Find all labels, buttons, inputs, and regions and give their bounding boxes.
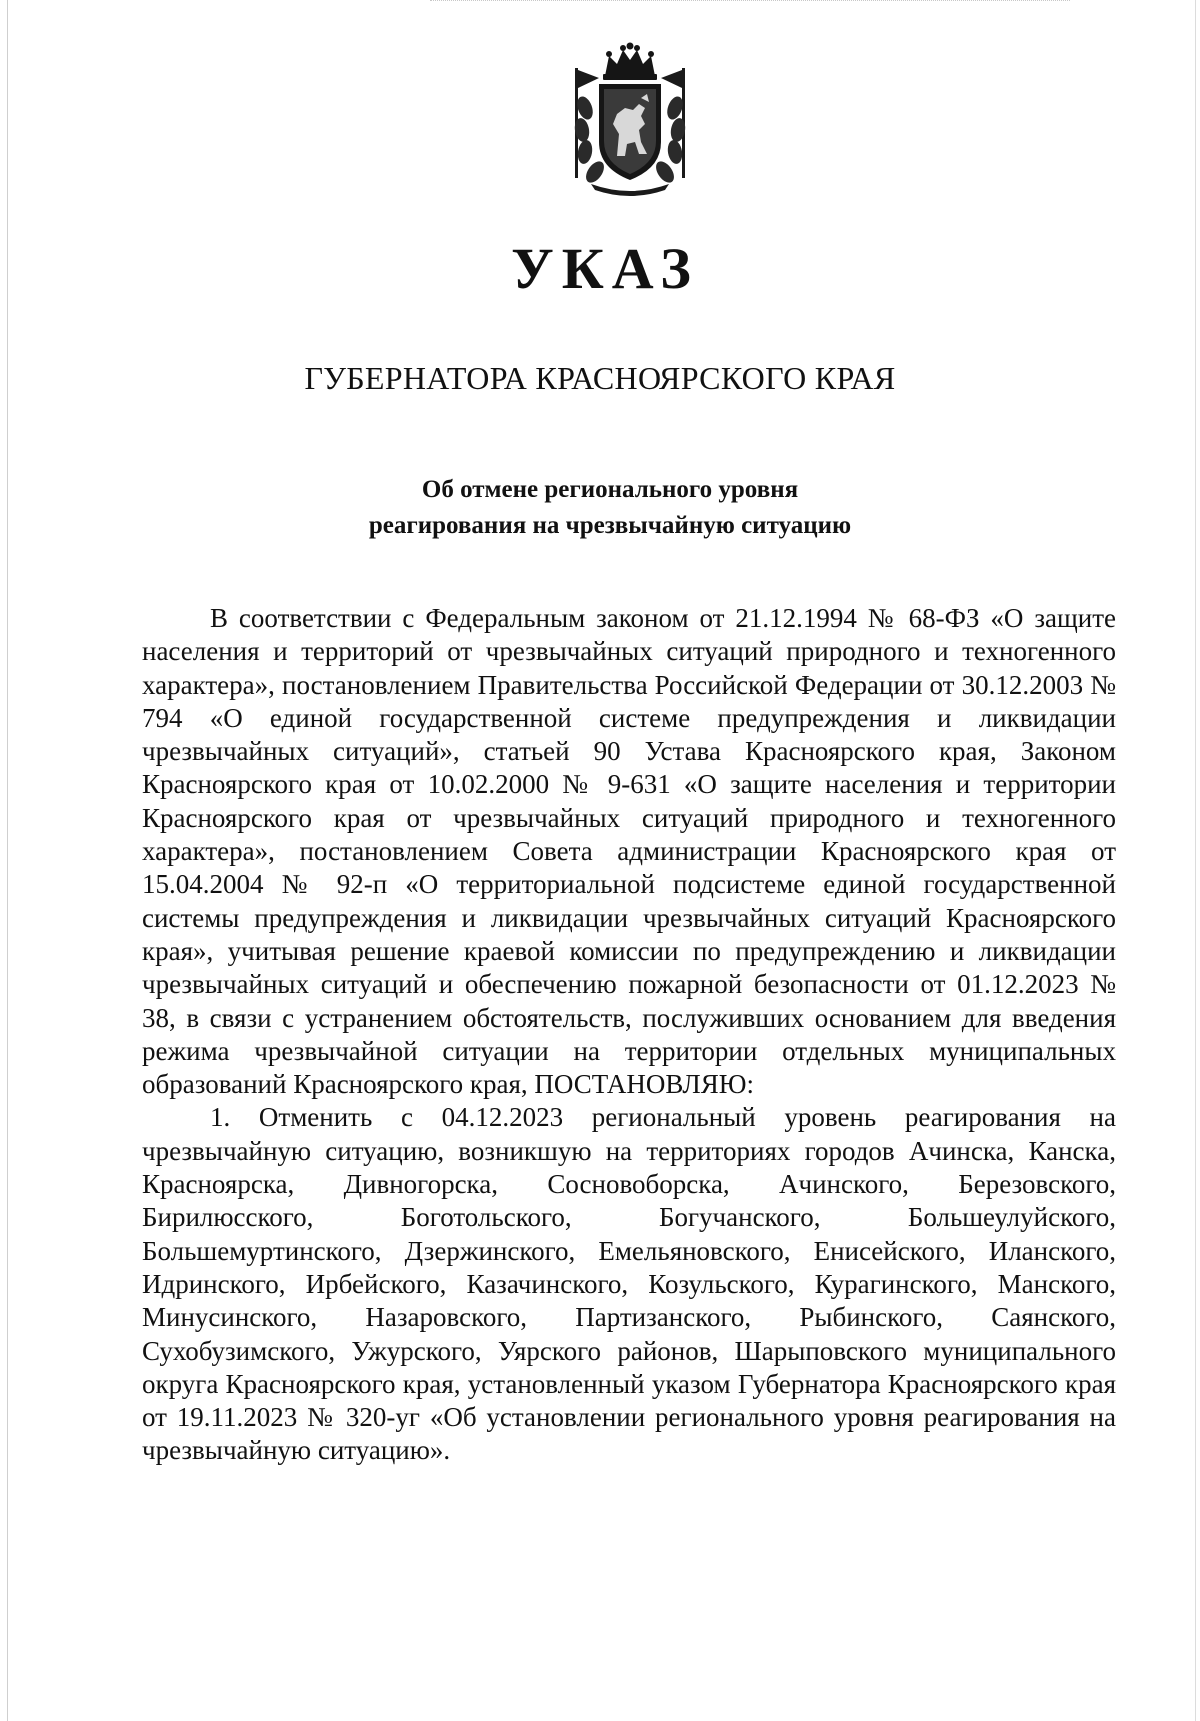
issuer-line: ГУБЕРНАТОРА КРАСНОЯРСКОГО КРАЯ [304,360,896,396]
document-body [142,602,1116,1468]
decree-item-1: 1. Отменить с 04.12.2023 региональный уровень реагирования на чрезвычайную ситуацию, возникшую на территориях городов Ачинска, Канска, Красноярска, Дивногорска, Сосновоборска, Ачинского, Березовского, Бирилюсского, Боготольского, Богучанского, Большеулуйского, Большемуртинского, Дзержинского, Емельяновского, Енисейского, Иланского, Идринского, Ирбейского, Казачинского, Козульского, Курагинского, Манского, Минусинского, Назаровского, Партизанского, Рыбинского, Саянского, Сухобузимского, Ужурского, Уярского районов, Шарыповского муниципального округа Красноярского края, установленный указом Губернатора Красноярского края от 19.11.2023 № 320-уг «Об установлении регионального уровня реагирования на чрезвычайную ситуацию». [142,1102,1116,1466]
coat-of-arms-emblem [555,38,705,198]
preamble-paragraph: В соответствии с Федеральным законом от 21.12.1994 № 68-ФЗ «О защите населения и территорий от чрезвычайных ситуаций природного и техногенного характера», постановлением Правительства Российской Федерации от 30.12.2003 № 794 «О единой государственной системе предупреждения и ликвидации чрезвычайных ситуаций», статьей 90 Устава Красноярского края, Законом Красноярского края от 10.02.2000 № 9-631 «О защите населения и территории Красноярского края от чрезвычайных ситуаций природного и техногенного характера», постановлением Совета администрации Красноярского края от 15.04.2004 № 92-п «О территориальной подсистеме единой государственной системы предупреждения и ликвидации чрезвычайных ситуаций Красноярского края», учитывая решение краевой комиссии по предупреждению и ликвидации чрезвычайных ситуаций и обеспечению пожарной безопасности от 01.12.2023 № 38, в связи с устранением обстоятельств, послуживших основанием для введения режима чрезвычайной ситуации на территории отдельных муниципальных образований Красноярского края, ПОСТАНОВЛЯЮ: [142,603,1116,1100]
document-title: УКАЗ [511,236,699,301]
document-heading [300,472,920,544]
heading-line: реагирования на чрезвычайную ситуацию [368,512,852,539]
scan-artifact-top [430,0,1070,1]
heading-line: Об отмене регионального уровня [421,476,799,503]
